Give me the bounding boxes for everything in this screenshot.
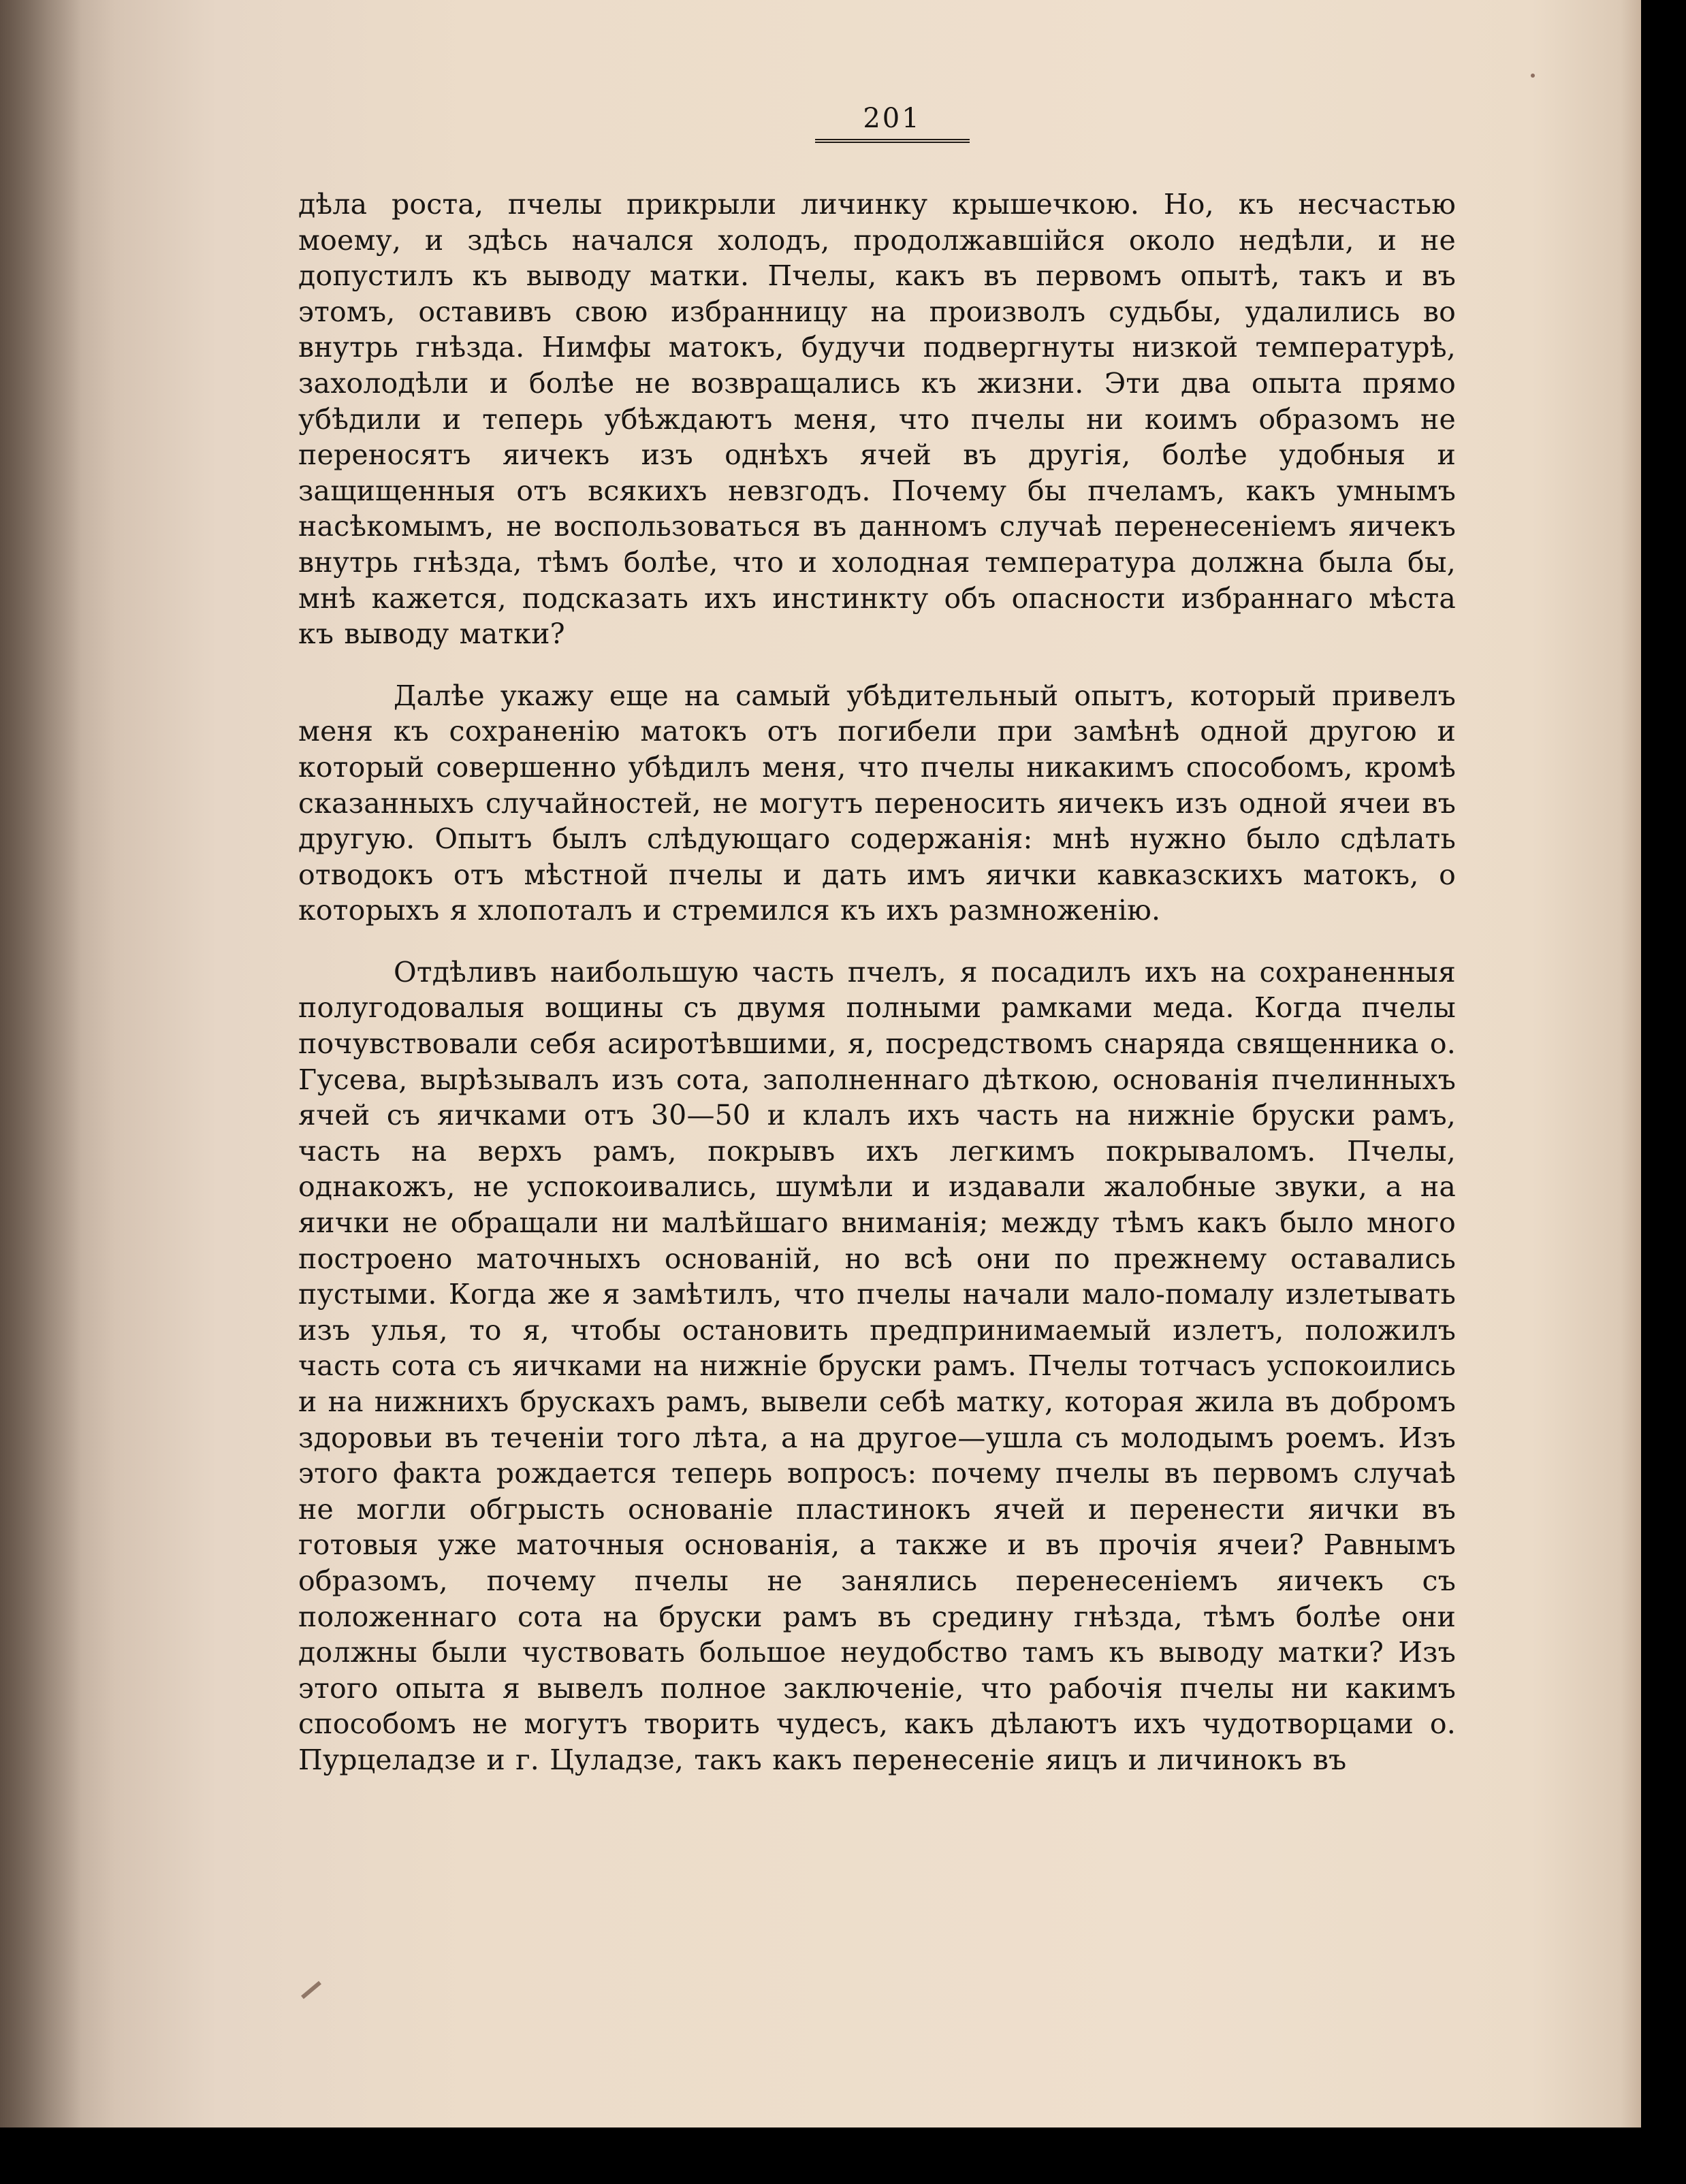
page-content	[298, 102, 1456, 1778]
paragraph-experiment-description: Отдѣливъ наибольшую часть пчелъ, я посадилъ ихъ на сохраненныя полугодовалыя вощины съ двумя полными рамками меда. Когда пчелы почувствовали себя асиротѣвшими, я, посредствомъ снаряда священника о. Гусева, вырѣзывалъ изъ сота, заполненнаго дѣткою, основанія пчелинныхъ ячей съ яичками отъ 30—50 и клалъ ихъ часть на нижніе бруски рамъ, часть на верхъ рамъ, покрывъ ихъ легкимъ покрываломъ. Пчелы, однакожъ, не успокоивались, шумѣли и издавали жалобные звуки, а на яички не обращали ни малѣйшаго вниманія; между тѣмъ какъ было много построено маточныхъ основаній, но всѣ они по прежнему оставались пустыми. Когда же я замѣтилъ, что пчелы начали мало-помалу излетывать изъ улья, то я, чтобы остановить предпринимаемый излетъ, положилъ часть сота съ яичками на нижніе бруски рамъ. Пчелы тотчасъ успокоились и на нижнихъ брускахъ рамъ, вывели себѣ матку, которая жила въ добромъ здоровьи въ теченіи того лѣта, а на другое—ушла съ молодымъ роемъ. Изъ этого факта рождается теперь вопросъ: почему пчелы въ первомъ случаѣ не могли обгрысть основаніе пластинокъ ячей и перенести яички въ готовыя уже маточныя основанія, а также и въ прочія ячеи? Равнымъ образомъ, почему пчелы не занялись перенесеніемъ яичекъ съ положеннаго сота на бруски рамъ въ средину гнѣзда, тѣмъ болѣе они должны были чуствовать большое неудобство тамъ къ выводу матки? Изъ этого опыта я вывелъ полное заключеніе, что рабочія пчелы ни какимъ способомъ не могутъ творить чудесъ, какъ дѣлаютъ ихъ чудотворцами о. Пурцеладзе и г. Цуладзе, такъ какъ перенесеніе яицъ и личинокъ въ	[298, 955, 1456, 1776]
ink-spot	[1531, 74, 1535, 78]
page-header	[328, 102, 1456, 143]
spine-shadow	[0, 0, 82, 2127]
paragraph-continuation: дѣла роста, пчелы прикрыли личинку крышечкою. Но, къ несчастью моему, и здѣсь начался холодъ, продолжавшійся около недѣли, и не допустилъ къ выводу матки. Пчелы, какъ въ первомъ опытѣ, такъ и въ этомъ, оставивъ свою избранницу на произволъ судьбы, удалились во внутрь гнѣзда. Нимфы матокъ, будучи подвергнуты низкой температурѣ, захолодѣли и болѣе не возвращались къ жизни. Эти два опыта прямо убѣдили и теперь убѣждаютъ меня, что пчелы ни коимъ образомъ не переносятъ яичекъ изъ однѣхъ ячей въ другія, болѣе удобныя и защищенныя отъ всякихъ невзгодъ. Почему бы пчеламъ, какъ умнымъ насѣкомымъ, не воспользоваться въ данномъ случаѣ перенесеніемъ яичекъ внутрь гнѣзда, тѣмъ болѣе, что и холодная температура должна была бы, мнѣ кажется, подсказать ихъ инстинкту объ опасности избраннаго мѣста къ выводу матки?	[298, 188, 1456, 651]
paragraph-experiment-intro: Далѣе укажу еще на самый убѣдительный опытъ, который привелъ меня къ сохраненію матокъ отъ погибели при замѣнѣ одной другою и который совершенно убѣдилъ меня, что пчелы никакимъ способомъ, кромѣ сказанныхъ случайностей, не могутъ переносить яичекъ изъ одной ячеи въ другую. Опытъ былъ слѣдующаго содержанія: мнѣ нужно было сдѣлать отводокъ отъ мѣстной пчелы и дать имъ яички кавказскихъ матокъ, о которыхъ я хлопоталъ и стремился къ ихъ размноженію.	[298, 679, 1456, 927]
page-number: 201	[815, 102, 970, 143]
